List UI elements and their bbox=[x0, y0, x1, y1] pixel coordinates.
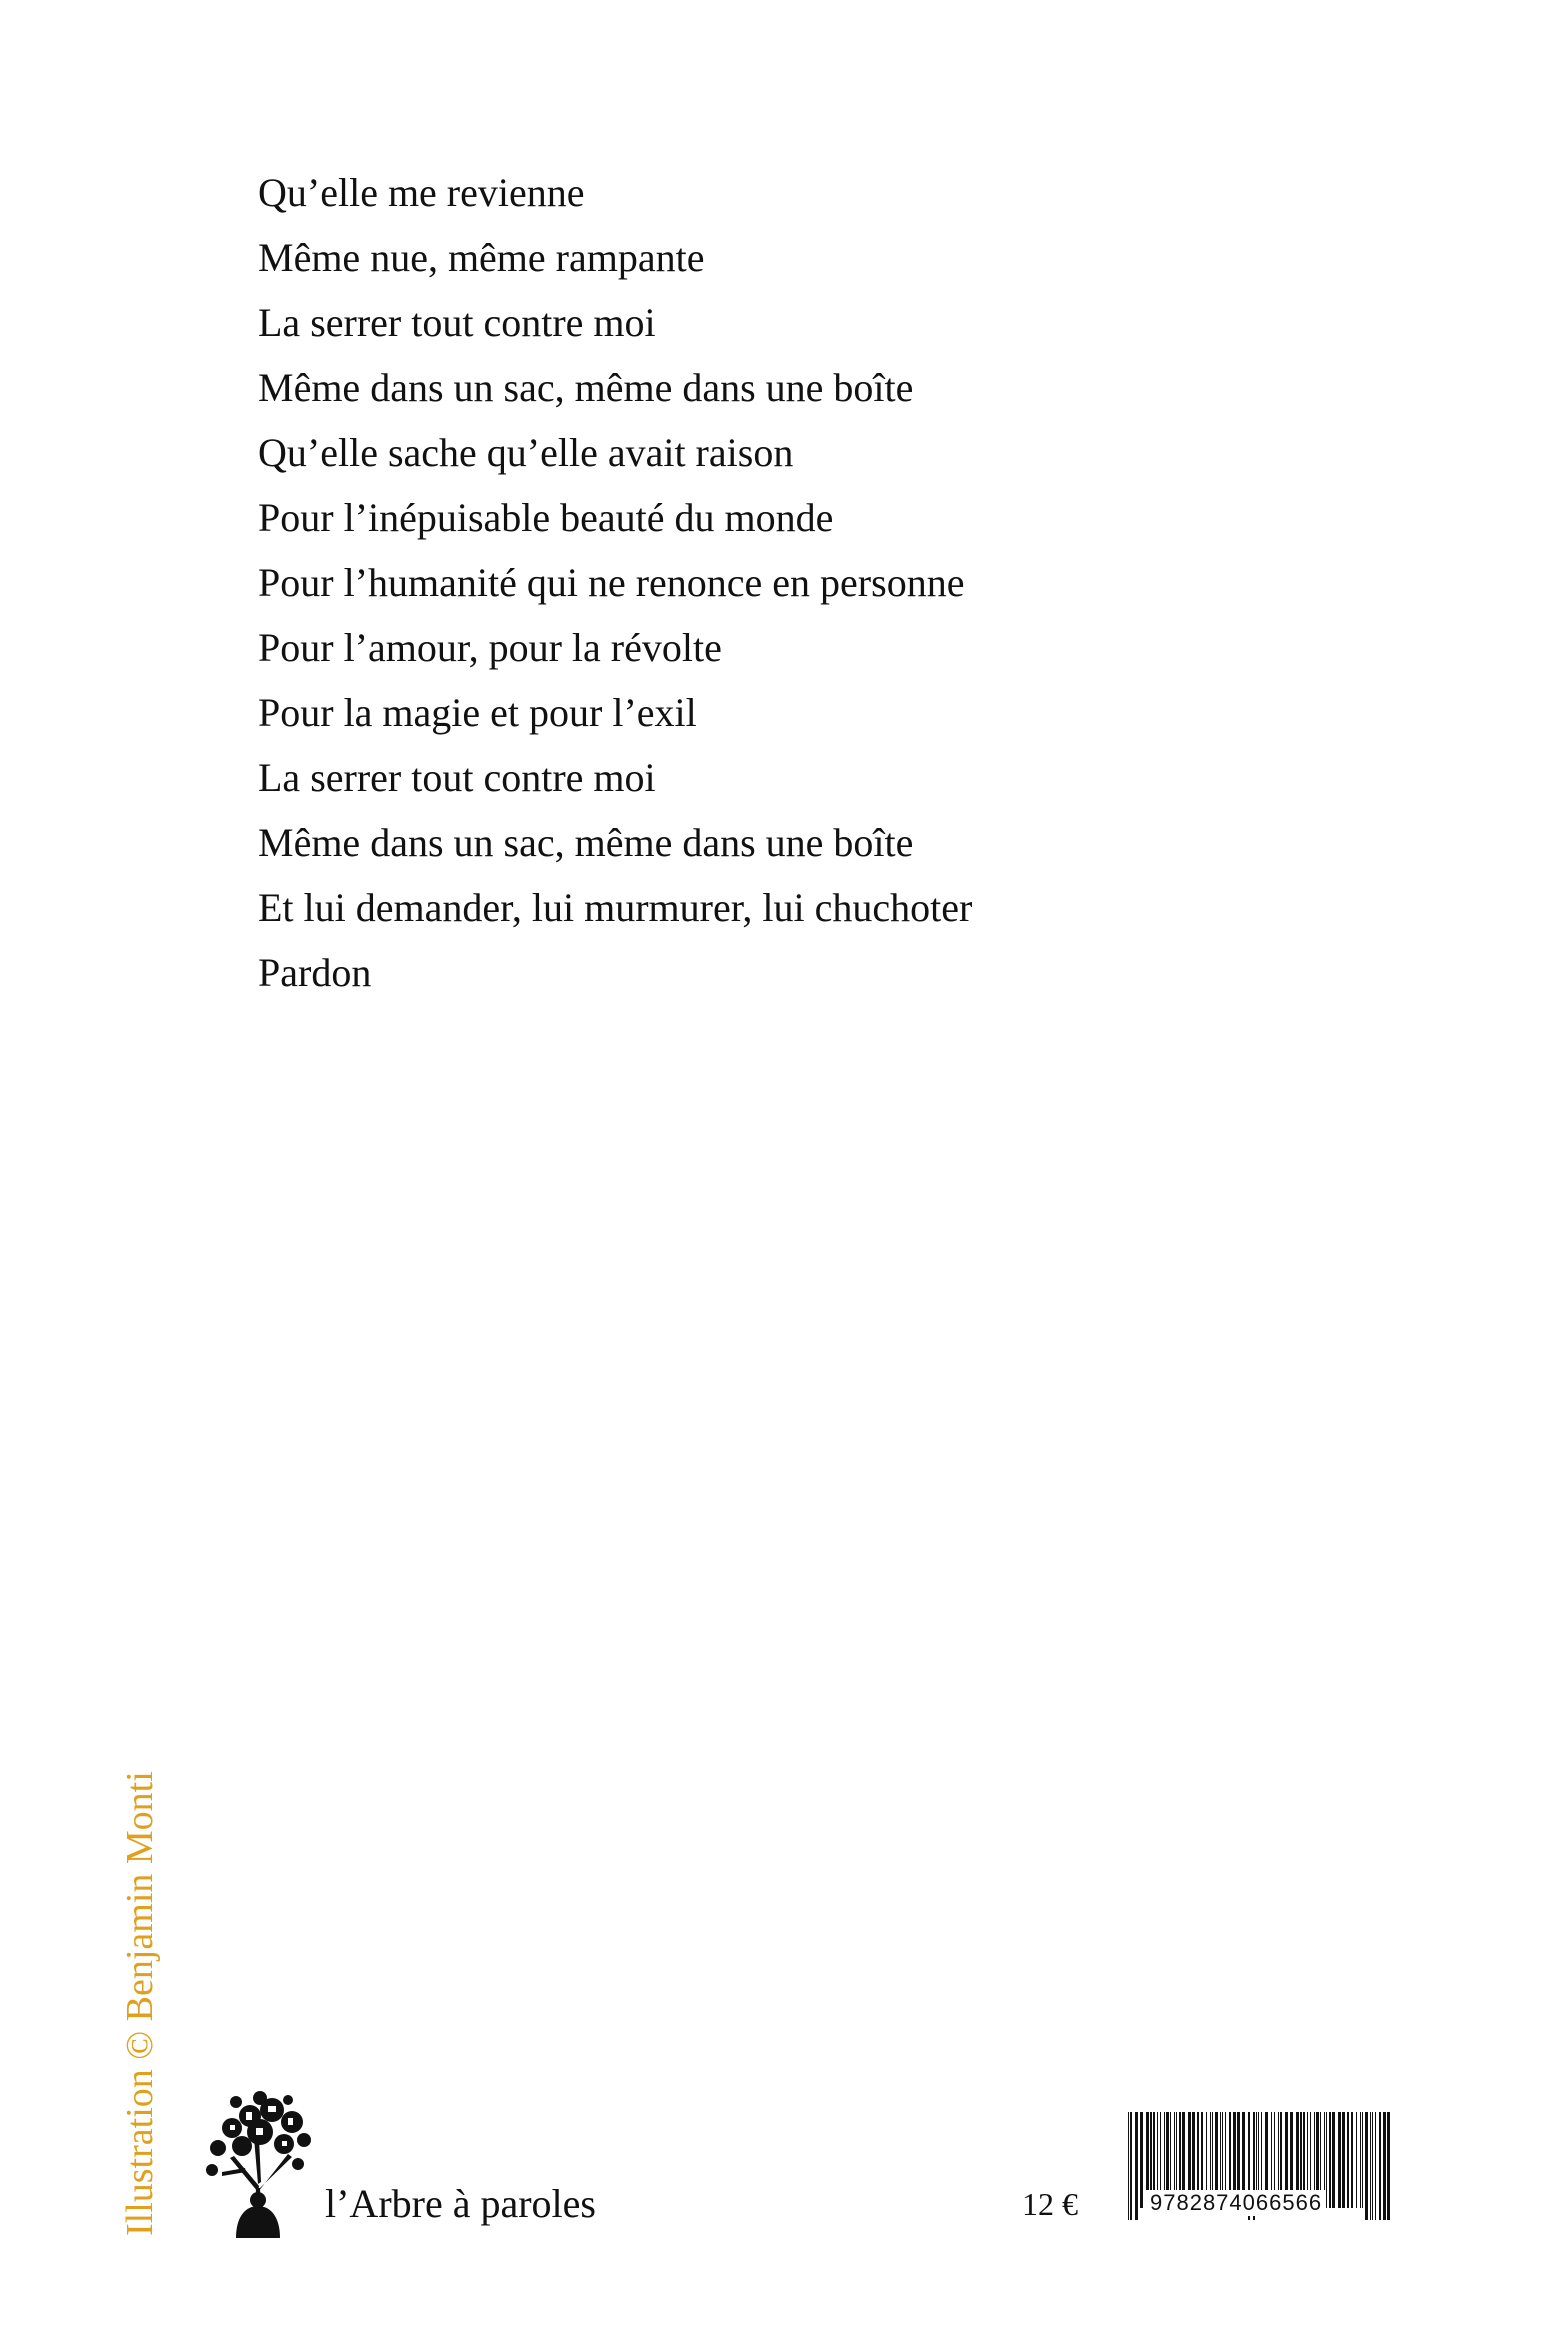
barcode-bar bbox=[1342, 2112, 1345, 2208]
barcode-bar bbox=[1383, 2112, 1386, 2220]
barcode-bar bbox=[1347, 2112, 1349, 2208]
barcode-bar bbox=[1370, 2112, 1371, 2220]
barcode-bar bbox=[1372, 2112, 1373, 2220]
poem-line: Qu’elle sache qu’elle avait raison bbox=[258, 430, 794, 475]
barcode-bar bbox=[1362, 2112, 1363, 2208]
barcode-bar bbox=[1351, 2112, 1353, 2208]
barcode-bar bbox=[1338, 2112, 1341, 2208]
poem-line: Pour l’inépuisable beauté du monde bbox=[258, 495, 834, 540]
barcode-digits: 9782874066566 bbox=[1146, 2190, 1326, 2216]
poem-line: La serrer tout contre moi bbox=[258, 755, 656, 800]
poem-line: Même dans un sac, même dans une boîte bbox=[258, 365, 914, 410]
barcode-bar bbox=[1326, 2112, 1327, 2208]
illustration-credit: Illustration © Benjamin Monti bbox=[119, 1771, 161, 2236]
barcode-bar bbox=[1387, 2112, 1390, 2220]
barcode-bar bbox=[1130, 2112, 1132, 2220]
poem bbox=[258, 160, 972, 1005]
poem-line: Pour l’amour, pour la révolte bbox=[258, 625, 722, 670]
barcode-bar bbox=[1140, 2112, 1143, 2208]
barcode-bar bbox=[1135, 2112, 1138, 2220]
price: 12 € bbox=[1022, 2186, 1078, 2222]
barcode-bar bbox=[1365, 2112, 1368, 2220]
publisher-name: l’Arbre à paroles bbox=[325, 2181, 596, 2226]
poem-line: Et lui demander, lui murmurer, lui chuchoter bbox=[258, 885, 973, 930]
poem-line: Qu’elle me revienne bbox=[258, 170, 585, 215]
poem-line: Pour l’humanité qui ne renonce en personne bbox=[258, 560, 965, 605]
poem-line: La serrer tout contre moi bbox=[258, 300, 656, 345]
barcode-bar bbox=[1128, 2112, 1129, 2220]
barcode-bar bbox=[1360, 2112, 1361, 2208]
tree-reader-icon bbox=[188, 2088, 328, 2238]
poem-line: Pour la magie et pour l’exil bbox=[258, 690, 697, 735]
poem-line: Même dans un sac, même dans une boîte bbox=[258, 820, 914, 865]
poem-line: Même nue, même rampante bbox=[258, 235, 705, 280]
barcode-bar bbox=[1356, 2112, 1357, 2208]
barcode-bar bbox=[1379, 2112, 1381, 2220]
barcode-bar bbox=[1375, 2112, 1376, 2220]
barcode-bar bbox=[1329, 2112, 1331, 2208]
poem-line: Pardon bbox=[258, 950, 372, 995]
barcode-bar bbox=[1332, 2112, 1335, 2208]
